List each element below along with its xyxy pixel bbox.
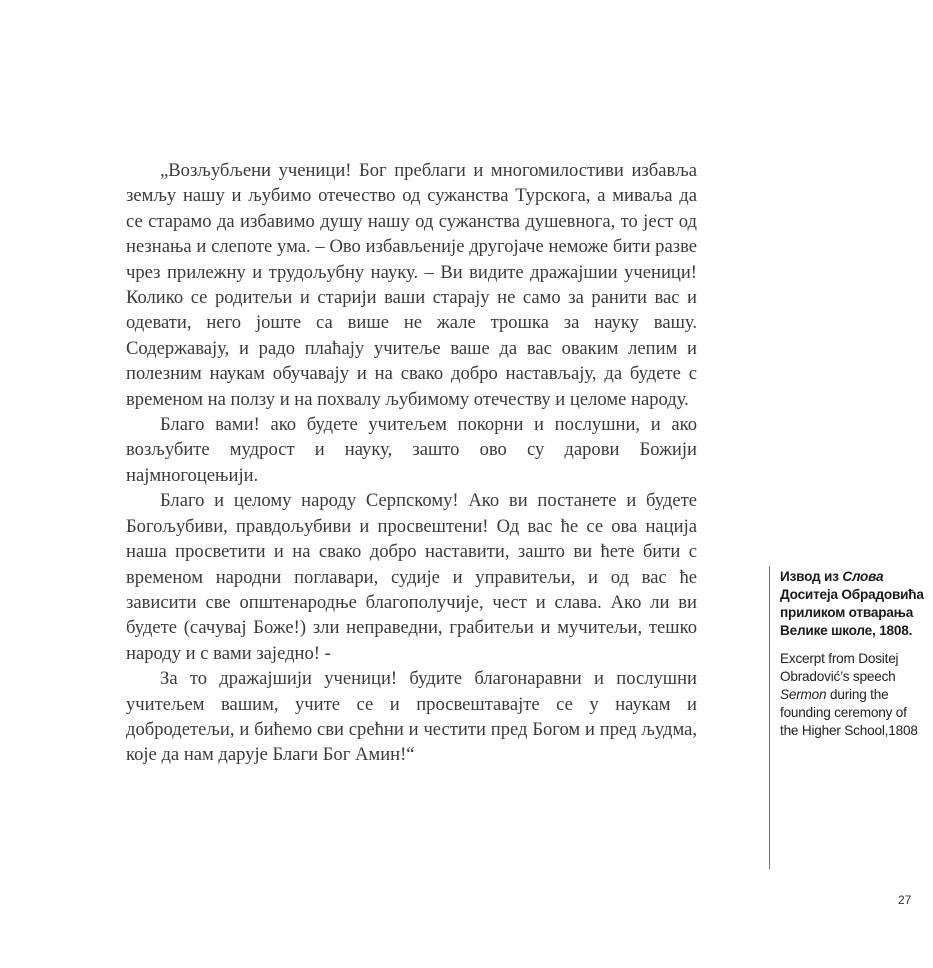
caption-english-lead: Excerpt from Dositej Obradović’s speech [780,651,899,684]
paragraph-4: За то дражајшији ученици! будите благонаравни и послушни учитељем вашим, учите се и просвештавајте се у наукам и добродетељи, и бићемо сви срећни и честити пред Богом и пред људма, које да нам дарује Благи Бог Амин!“ [126,668,697,766]
caption-english-title: Sermon [780,687,827,702]
caption-english-rest: during the founding ceremony of the Higher School,1808 [780,687,918,738]
sidebar-rule [769,566,770,869]
paragraph-1: „Возљубљени ученици! Бог преблаги и многомилостиви избавља земљу нашу и љубимо отечество од сужанства Турскога, а миваља да се старамо да избавимо душу нашу од сужанства душевнога, то јест од незнања и слепоте ума. – Ово избављеније другојаче неможе бити разве чрез прилежну и трудољубну науку. – Ви видите дражајшии ученици! Колико се родитељи и старији ваши старају не само за ранити вас и одевати, него јоште са више не жале трошка за науку вашу. Содержавају, и радо плаћају учитеље ваше да вас оваким лепим и полезним наукам обучавају и на свако добро настављају, да будете с временом на ползу и на похвалу љубимому отечеству и целоме народу. [126,160,697,410]
caption-english [780,650,925,740]
caption-serbian-title: Слова [842,569,884,584]
paragraph-2: Благо вами! ако будете учитељем покорни и послушни, и ако возљубите мудрост и науку, зашто ово су дарови Божији најмногоцењији. [126,414,697,486]
page-number: 27 [898,893,912,907]
side-caption [780,568,925,740]
speech-excerpt [126,158,697,768]
caption-serbian [780,568,925,640]
paragraph-3: Благо и целому народу Серпскому! Ако ви постанете и будете Богољубиви, правдољубиви и просвештени! Од вас ће се ова нација наша просветити и на свако добро наставити, зашто ви ћете бити с временом народни поглавари, судије и управитељи, и од вас ће зависити све општенародње благополучије, чест и слава. Ако ли ви будете (сачувај Боже!) зли неправедни, грабитељи и мучитељи, тешко народу и с вами заједно! - [126,490,697,664]
caption-serbian-rest: Доситеја Обрадовића приликом отварања Велике школе, 1808. [780,587,924,638]
caption-serbian-lead: Извод из [780,569,843,584]
